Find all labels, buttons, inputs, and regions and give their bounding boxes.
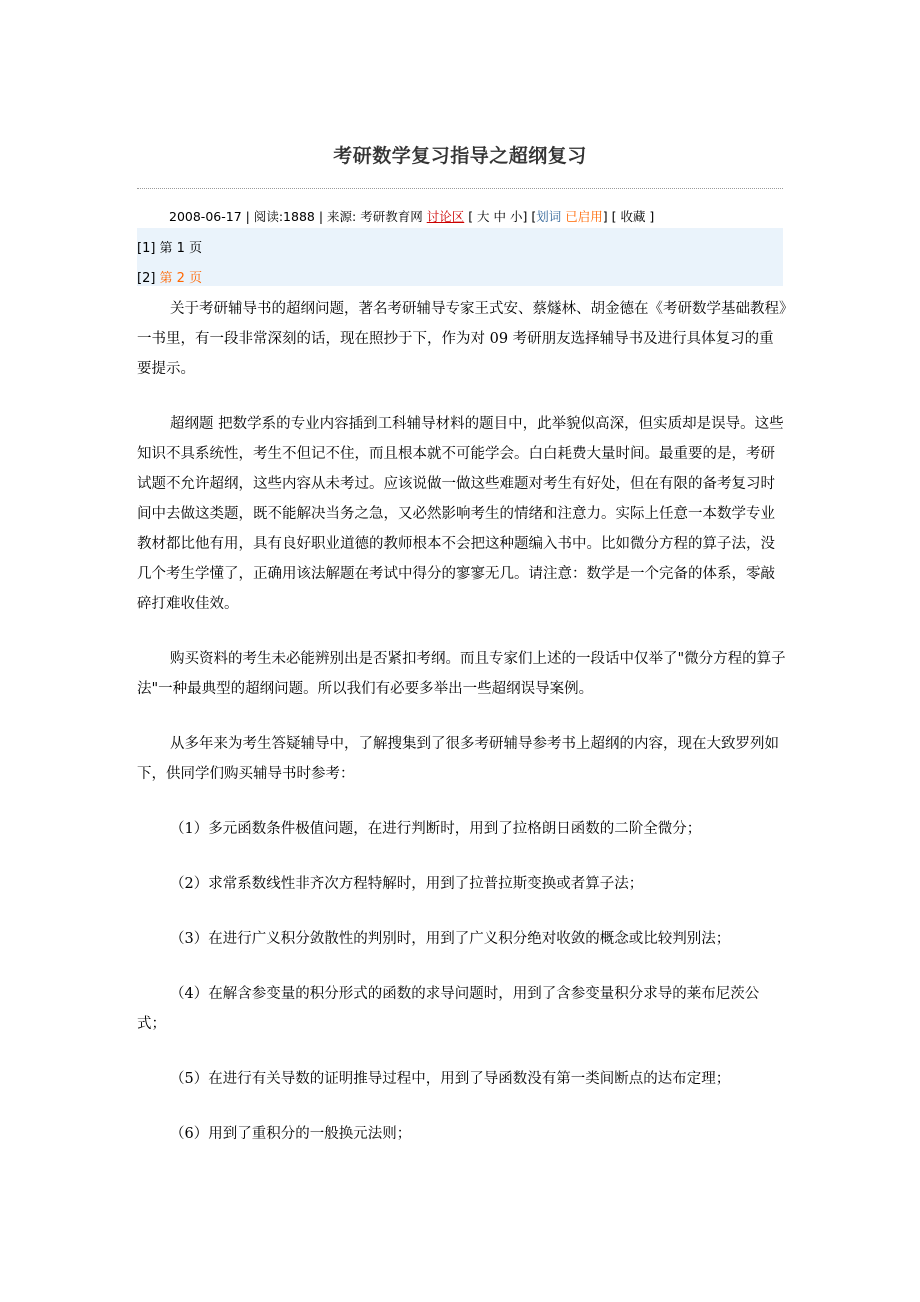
list-item: （1）多元函数条件极值问题，在进行判断时，用到了拉格朗日函数的二阶全微分； bbox=[170, 821, 702, 837]
page-label: 第 2 页 bbox=[159, 271, 203, 286]
page-navigation bbox=[137, 228, 783, 286]
list-item: （5）在进行有关导数的证明推导过程中，用到了导函数没有第一类间断点的达布定理； bbox=[170, 1071, 731, 1087]
article-body bbox=[137, 294, 787, 1174]
font-size-controls[interactable]: [ 大 中 小] bbox=[464, 209, 532, 224]
page-label: 第 1 页 bbox=[159, 241, 203, 256]
article-meta bbox=[169, 207, 654, 225]
publish-date: 2008-06-17 bbox=[169, 209, 242, 224]
paragraph: 从多年来为考生答疑辅导中，了解搜集到了很多考研辅导参考书上超纲的内容，现在大致罗列如下，供同学们购买辅导书时参考： bbox=[137, 736, 779, 782]
list-item: （6）用到了重积分的一般换元法则； bbox=[170, 1126, 412, 1142]
page-bracket: [2] bbox=[137, 271, 160, 286]
page-link-1[interactable] bbox=[137, 237, 202, 256]
forum-link[interactable]: 讨论区 bbox=[426, 209, 465, 224]
list-item: （4）在解含参变量的积分形式的函数的求导问题时，用到了含参变量积分求导的莱布尼茨公式； bbox=[137, 986, 760, 1032]
read-count: 阅读:1888 bbox=[253, 209, 315, 224]
favorite-link[interactable]: [ 收藏 ] bbox=[611, 209, 655, 224]
article-title: 考研数学复习指导之超纲复习 bbox=[333, 145, 587, 167]
title-divider bbox=[137, 188, 783, 189]
page-bracket: [1] bbox=[137, 241, 160, 256]
meta-separator: | bbox=[314, 209, 328, 224]
paragraph: 关于考研辅导书的超纲问题，著名考研辅导专家王式安、蔡燧林、胡金德在《考研数学基础教程》一书里，有一段非常深刻的话，现在照抄于下，作为对 09 考研朋友选择辅导书及进行具体复习的重要提示。 bbox=[137, 301, 787, 377]
list-item: （3）在进行广义积分敛散性的判别时，用到了广义积分绝对收敛的概念或比较判别法； bbox=[170, 931, 731, 947]
list-item: （2）求常系数线性非齐次方程特解时，用到了拉普拉斯变换或者算子法； bbox=[170, 876, 644, 892]
paragraph: 购买资料的考生未必能辨别出是否紧扣考纲。而且专家们上述的一段话中仅举了"微分方程的算子法"一种最典型的超纲问题。所以我们有必要多举出一些超纲误导案例。 bbox=[137, 651, 786, 697]
source-label: 来源: 考研教育网 bbox=[327, 209, 427, 224]
page-link-2[interactable] bbox=[137, 267, 202, 286]
word-lookup-link[interactable]: 划词 bbox=[536, 209, 562, 224]
word-link-open: [ bbox=[531, 209, 537, 224]
meta-separator: | bbox=[241, 209, 254, 224]
word-link-close: ] bbox=[602, 209, 612, 224]
word-lookup-status: 已启用 bbox=[561, 209, 603, 224]
paragraph: 超纲题 把数学系的专业内容插到工科辅导材料的题目中，此举貌似高深，但实质却是误导。这些知识不具系统性，考生不但记不住，而且根本就不可能学会。白白耗费大量时间。最重要的是，考研试题不允许超纲，这些内容从未考过。应该说做一做这些难题对考生有好处，但在有限的备考复习时间中去做这类题，既不能解决当务之急，又必然影响考生的情绪和注意力。实际上任意一本数学专业教材都比他有用，具有良好职业道德的教师根本不会把这种题编入书中。比如微分方程的算子法，没几个考生学懂了，正确用该法解题在考试中得分的寥寥无几。请注意：数学是一个完备的体系，零敲碎打难收佳效。 bbox=[137, 416, 784, 612]
